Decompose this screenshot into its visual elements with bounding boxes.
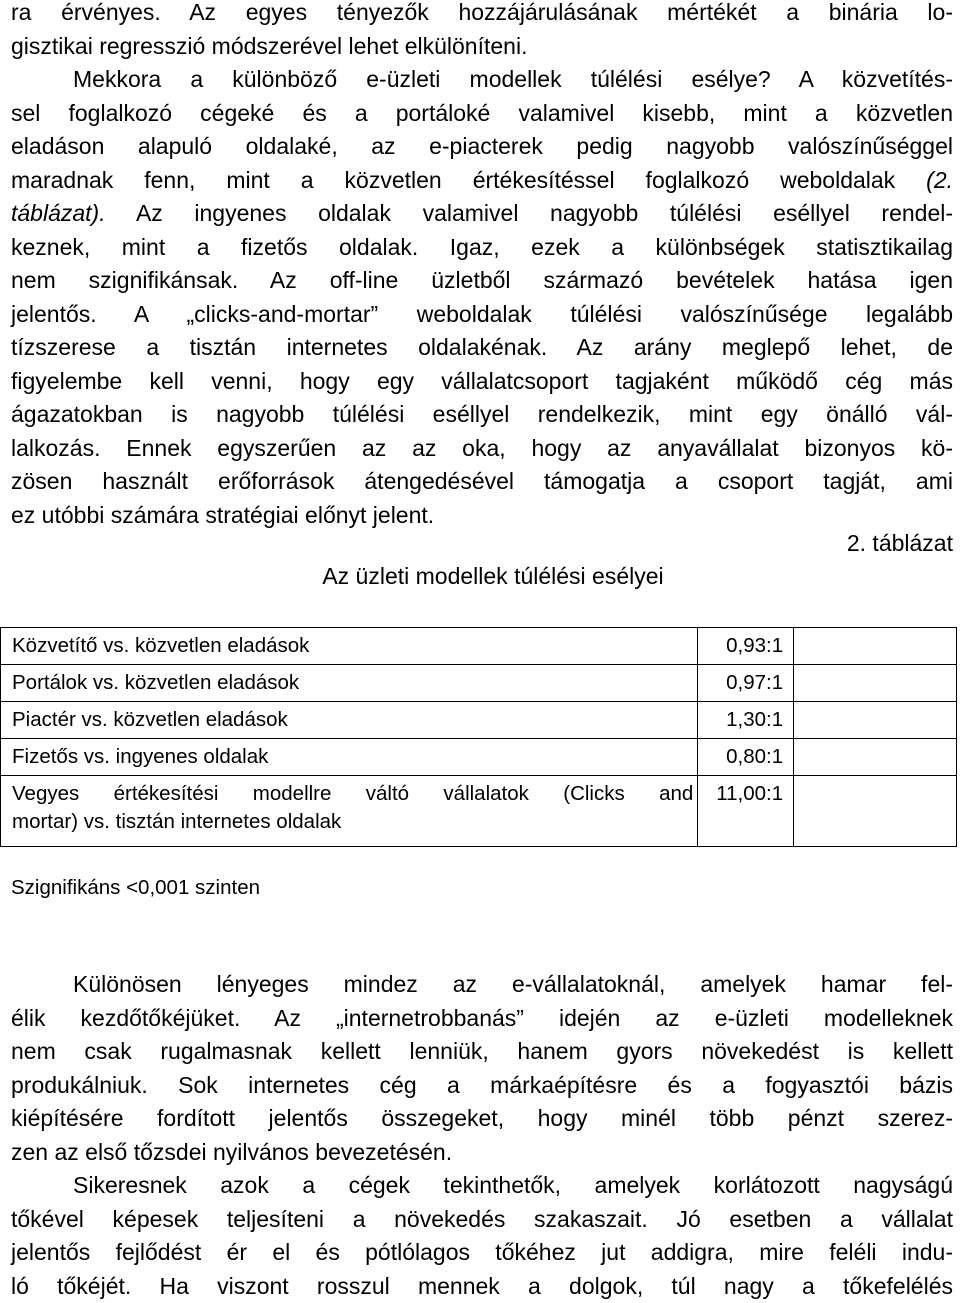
- table-row: [1, 739, 957, 776]
- text-line: [11, 164, 953, 198]
- text-line: Sikeresnek azok a cégek tekinthetők, amelyek korlátozott nagyságú: [73, 1172, 953, 1198]
- row-value: 1,30:1: [698, 702, 794, 739]
- empty-cell: [794, 739, 957, 776]
- text-line-content: Az ingyenes oldalak valamivel nagyobb túlélési eséllyel rendel-: [135, 200, 954, 226]
- text-line: nem szignifikánsak. Az off-line üzletből származó bevételek hatása igen: [11, 267, 953, 293]
- table-title: Az üzleti modellek túlélési esélyei: [322, 563, 664, 589]
- text-line: figyelembe kell venni, hogy egy vállalatcsoport tagjaként működő cég más: [11, 367, 953, 394]
- empty-cell: [794, 628, 957, 665]
- table-row: [1, 776, 957, 847]
- table-reference: (2.: [926, 166, 953, 193]
- table-row: [1, 628, 957, 665]
- body-paragraph-1: [11, 0, 953, 532]
- text-line: produkálniuk. Sok internetes cég a márkaépítésre és a fogyasztói bázis: [11, 1071, 953, 1098]
- text-line: ra érvényes. Az egyes tényezők hozzájárulásának mértékét a binária lo-: [11, 0, 953, 25]
- row-value: 0,93:1: [698, 628, 794, 665]
- table-footnote: Szignifikáns <0,001 szinten: [11, 876, 261, 899]
- text-line: ez utóbbi számára stratégiai előnyt jelent.: [11, 501, 435, 528]
- text-line: eladáson alapuló oldalaké, az e-piacterek pedig nagyobb valószínűséggel: [11, 133, 953, 159]
- table-reference: táblázat).: [11, 200, 106, 226]
- text-line: [11, 197, 953, 231]
- table-row: [1, 702, 957, 739]
- table-number: 2. táblázat: [846, 530, 953, 556]
- text-line: Mekkora a különböző e-üzleti modellek túlélési esélye? A közvetítés-: [73, 66, 953, 92]
- text-line: zen az első tőzsdei nyilvános bevezetésén.: [11, 1138, 453, 1165]
- empty-cell: [794, 702, 957, 739]
- text-line: ágazatokban is nagyobb túlélési eséllyel rendelkezik, mint egy önálló vál-: [11, 401, 953, 427]
- text-line: sel foglalkozó cégeké és a portáloké valamivel kisebb, mint a közvetlen: [11, 99, 953, 126]
- text-line: tízszerese a tisztán internetes oldalakénak. Az arány meglepő lehet, de: [11, 334, 953, 360]
- text-line: jelentős fejlődést ér el és pótlólagos tőkéhez jut addigra, mire feléli indu-: [11, 1239, 953, 1265]
- text-line: tőkével képesek teljesíteni a növekedés szakaszait. Jó esetben a vállalat: [11, 1205, 953, 1232]
- row-label-line: Vegyes értékesítési modellre váltó vállalatok (Clicks and: [12, 782, 694, 805]
- row-label: Piactér vs. közvetlen eladások: [1, 702, 698, 739]
- text-line: lalkozás. Ennek egyszerűen az az oka, hogy az anyavállalat bizonyos kö-: [11, 434, 953, 461]
- row-label: [1, 776, 698, 847]
- text-line: jelentős. A „clicks-and-mortar” weboldalak túlélési valószínűsége legalább: [11, 300, 953, 327]
- row-value: 11,00:1: [698, 776, 794, 847]
- row-value: 0,97:1: [698, 665, 794, 702]
- text-line: nem csak rugalmasnak kellett lenniük, hanem gyors növekedést is kellett: [11, 1038, 953, 1064]
- text-line-content: maradnak fenn, mint a közvetlen értékesítéssel foglalkozó weboldalak: [11, 166, 927, 193]
- row-value: 0,80:1: [698, 739, 794, 776]
- text-line: gisztikai regresszió módszerével lehet elkülöníteni.: [11, 32, 528, 59]
- text-line: élik kezdőtőkéjüket. Az „internetrobbanás” idején az e-üzleti modelleknek: [11, 1004, 953, 1031]
- row-label: Portálok vs. közvetlen eladások: [1, 665, 698, 702]
- table-row: [1, 665, 957, 702]
- text-line: Különösen lényeges mindez az e-vállalatoknál, amelyek hamar fel-: [73, 971, 953, 997]
- empty-cell: [794, 665, 957, 702]
- text-line: keznek, mint a fizetős oldalak. Igaz, ezek a különbségek statisztikailag: [11, 233, 953, 260]
- body-paragraph-2: [11, 968, 953, 1303]
- row-label-line: mortar) vs. tisztán internetes oldalak: [12, 810, 342, 833]
- text-line: kiépítésére fordított jelentős összegeket, hogy minél több pénzt szerez-: [11, 1105, 953, 1131]
- row-label: Fizetős vs. ingyenes oldalak: [1, 739, 698, 776]
- text-line: zösen használt erőforrások átengedésével támogatja a csoport tagját, ami: [11, 468, 953, 494]
- survival-odds-table: [0, 627, 957, 847]
- empty-cell: [794, 776, 957, 847]
- text-line: ló tőkéjét. Ha viszont rosszul mennek a dolgok, túl nagy a tőkefelélés: [11, 1272, 953, 1299]
- row-label: Közvetítő vs. közvetlen eladások: [1, 628, 698, 665]
